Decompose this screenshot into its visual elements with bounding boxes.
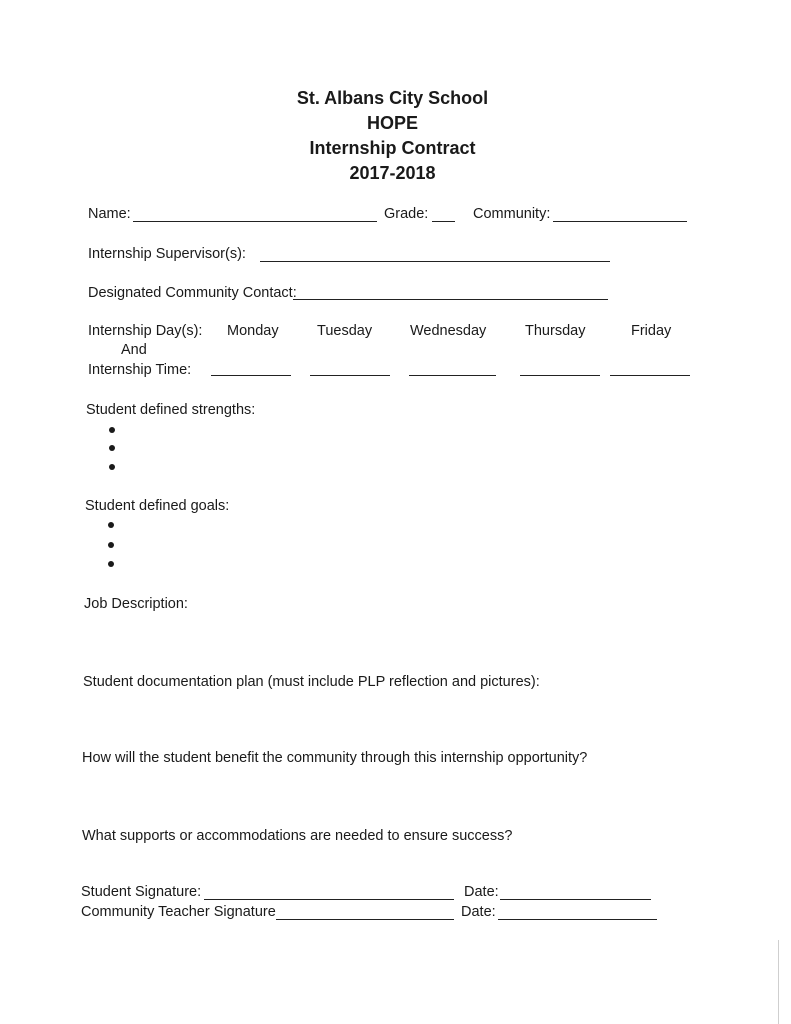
supports-question: What supports or accommodations are needed to ensure success? bbox=[82, 828, 513, 844]
job-description-heading: Job Description: bbox=[84, 596, 188, 612]
community-label: Community: bbox=[473, 206, 551, 222]
school-name: St. Albans City School bbox=[296, 88, 489, 108]
strength-bullet-2 bbox=[109, 445, 115, 451]
community-field[interactable] bbox=[553, 221, 687, 222]
contact-field[interactable] bbox=[293, 299, 608, 300]
day-thursday: Thursday bbox=[525, 323, 586, 339]
program-name: HOPE bbox=[366, 113, 418, 133]
grade-label: Grade: bbox=[384, 206, 429, 222]
strength-bullet-1 bbox=[109, 427, 115, 433]
contact-label: Designated Community Contact: bbox=[88, 285, 297, 301]
days-label: Internship Day(s): bbox=[88, 323, 203, 339]
community-benefit-question: How will the student benefit the community through this internship opportunity? bbox=[82, 750, 588, 766]
school-year: 2017-2018 bbox=[349, 163, 436, 183]
and-label: And bbox=[121, 342, 147, 358]
teacher-date-field[interactable] bbox=[498, 919, 657, 920]
document-title: Internship Contract bbox=[309, 138, 476, 158]
wednesday-time-field[interactable] bbox=[409, 375, 496, 376]
student-signature-label: Student Signature: bbox=[81, 884, 202, 900]
name-field[interactable] bbox=[133, 221, 377, 222]
goal-bullet-2 bbox=[108, 542, 114, 548]
time-label: Internship Time: bbox=[88, 362, 192, 378]
day-wednesday: Wednesday bbox=[410, 323, 487, 339]
goals-heading: Student defined goals: bbox=[85, 498, 230, 514]
strength-bullet-3 bbox=[109, 464, 115, 470]
friday-time-field[interactable] bbox=[610, 375, 690, 376]
documentation-plan-heading: Student documentation plan (must include PLP reflection and pictures): bbox=[83, 674, 540, 690]
strengths-heading: Student defined strengths: bbox=[86, 402, 256, 418]
scan-edge bbox=[778, 940, 779, 1024]
student-date-field[interactable] bbox=[500, 899, 651, 900]
grade-field[interactable] bbox=[432, 221, 455, 222]
teacher-signature-field[interactable] bbox=[276, 919, 454, 920]
tuesday-time-field[interactable] bbox=[310, 375, 390, 376]
teacher-date-label: Date: bbox=[461, 904, 496, 920]
day-friday: Friday bbox=[631, 323, 672, 339]
goal-bullet-3 bbox=[108, 561, 114, 567]
day-tuesday: Tuesday bbox=[317, 323, 373, 339]
student-date-label: Date: bbox=[464, 884, 499, 900]
goal-bullet-1 bbox=[108, 522, 114, 528]
student-signature-field[interactable] bbox=[204, 899, 454, 900]
teacher-signature-label: Community Teacher Signature bbox=[81, 904, 276, 920]
supervisor-label: Internship Supervisor(s): bbox=[88, 246, 246, 262]
thursday-time-field[interactable] bbox=[520, 375, 600, 376]
day-monday: Monday bbox=[227, 323, 279, 339]
supervisor-field[interactable] bbox=[260, 261, 610, 262]
name-label: Name: bbox=[88, 206, 131, 222]
monday-time-field[interactable] bbox=[211, 375, 291, 376]
